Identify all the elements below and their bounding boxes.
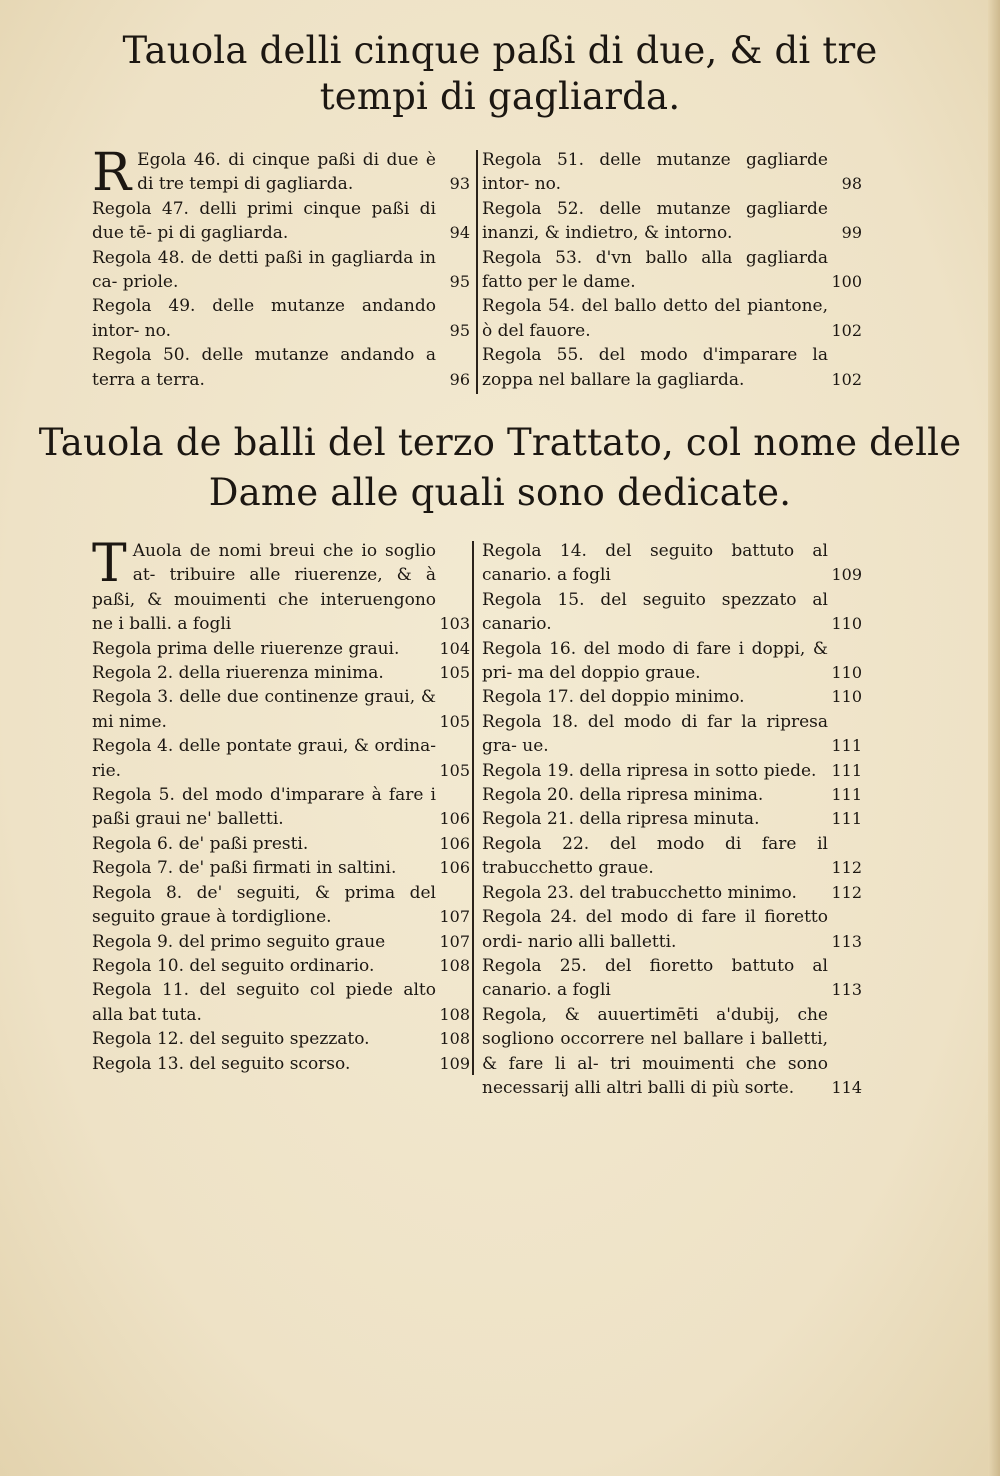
toc-entry (482, 954, 862, 1003)
toc-entry (482, 807, 862, 831)
toc-entry (482, 539, 862, 588)
toc-entry-text: Regola 3. delle due continenze graui, & mi nime. (92, 687, 436, 732)
drop-cap: R (92, 143, 132, 203)
toc-entry-text: Regola 21. della ripresa minuta. (482, 809, 760, 830)
section2-right-column (482, 539, 862, 1100)
toc-page-number: 111 (831, 760, 862, 780)
toc-page-number: 103 (439, 614, 470, 634)
toc-page-number: 96 (449, 369, 470, 389)
toc-entry-text: Regola 16. del modo di fare i doppi, & pri- ma del doppio graue. (482, 638, 828, 684)
toc-entry-text: Regola, & auuertimēti a'dubij, che sogliono occorrere nel ballare i balletti, & fare li al- tri mouimenti che sono necessarij alli altri balli di più sorte. (482, 1004, 828, 1098)
toc-entry (92, 734, 470, 783)
toc-entry-text: Regola 51. delle mutanze gagliarde intor- no. (482, 150, 828, 195)
toc-page-number: 113 (831, 980, 862, 1000)
toc-entry-text: Regola 14. del seguito battuto al canario. a fogli (482, 541, 828, 586)
toc-entry (92, 197, 470, 246)
toc-page-number: 106 (439, 833, 470, 853)
toc-page-number: 112 (831, 882, 862, 902)
toc-entry-text: Regola 7. de' paßi firmati in saltini. (92, 858, 397, 879)
toc-entry (92, 856, 470, 880)
toc-page-number: 104 (439, 638, 470, 658)
toc-page-number: 108 (439, 1004, 470, 1024)
toc-page-number: 105 (439, 663, 470, 683)
section1-title (0, 28, 1000, 120)
toc-page-number: 113 (831, 931, 862, 951)
toc-page-number: 95 (449, 320, 470, 340)
toc-page-number: 99 (841, 223, 862, 243)
toc-page-number: 114 (831, 1077, 862, 1097)
toc-entry (92, 978, 470, 1027)
toc-page-number: 107 (439, 931, 470, 951)
toc-page-number: 110 (831, 687, 862, 707)
toc-entry-text: Regola 6. de' paßi presti. (92, 833, 309, 854)
section1-title-line2: tempi di gagliarda. (319, 75, 681, 118)
toc-entry-text: Regola 25. del fioretto battuto al canario. a fogli (482, 955, 828, 1001)
drop-cap: T (92, 534, 127, 594)
toc-entry (92, 246, 470, 295)
toc-entry (482, 343, 862, 392)
toc-entry (92, 930, 470, 954)
toc-page-number: 108 (439, 1029, 470, 1049)
toc-page-number: 106 (439, 858, 470, 878)
toc-page-number: 102 (831, 369, 862, 389)
toc-entry (482, 759, 862, 783)
toc-page-number: 98 (841, 174, 862, 194)
toc-page-number: 107 (439, 907, 470, 927)
toc-entry-text: Regola 9. del primo seguito graue (92, 931, 386, 952)
column-divider (476, 150, 478, 394)
toc-entry (482, 294, 862, 343)
toc-page-number: 100 (831, 272, 862, 292)
toc-page-number: 102 (831, 320, 862, 340)
toc-entry (482, 197, 862, 246)
toc-entry (92, 685, 470, 734)
toc-entry (482, 881, 862, 905)
toc-entry (482, 1003, 862, 1101)
toc-page-number: 111 (831, 785, 862, 805)
toc-entry-text: Regola 23. del trabucchetto minimo. (482, 882, 797, 903)
toc-entry-text: Regola 19. della ripresa in sotto piede. (482, 760, 817, 781)
toc-entry (92, 343, 470, 392)
toc-page-number: 111 (831, 809, 862, 829)
toc-entry (92, 881, 470, 930)
toc-page-number: 94 (449, 223, 470, 243)
toc-entry-text: Regola 20. della ripresa minima. (482, 785, 764, 806)
toc-page-number: 110 (831, 663, 862, 683)
toc-entry (482, 637, 862, 686)
toc-entry (92, 143, 470, 203)
section2-title-line2: Dame alle quali sono dedicate. (208, 471, 792, 514)
toc-entry (482, 783, 862, 807)
toc-entry-text: Egola 46. di cinque paßi di due è di tre tempi di gagliarda. (137, 150, 436, 195)
toc-entry-text: Regola 11. del seguito col piede alto alla bat tuta. (92, 980, 436, 1025)
toc-entry-text: Regola 49. delle mutanze andando intor- no. (92, 296, 436, 341)
toc-entry-text: Regola 10. del seguito ordinario. (92, 955, 375, 976)
toc-entry (482, 588, 862, 637)
toc-entry (92, 783, 470, 832)
toc-entry-text: Regola 52. delle mutanze gagliarde inanzi, & indietro, & intorno. (482, 198, 828, 244)
toc-entry (92, 1027, 470, 1051)
toc-entry (92, 534, 470, 637)
toc-entry-text: Regola 22. del modo di fare il trabucchetto graue. (482, 833, 828, 879)
toc-entry (92, 954, 470, 978)
section1-left-column (92, 143, 470, 392)
section1-title-line1: Tauola delli cinque paßi di due, & di tre (122, 29, 878, 72)
toc-entry-text: Regola 24. del modo di fare il fioretto ordi- nario alli balletti. (482, 907, 828, 952)
toc-entry-text: Regola 8. de' seguiti, & prima del seguito graue à tordiglione. (92, 882, 436, 928)
toc-entry-text: Regola 54. del ballo detto del piantone, ò del fauore. (482, 296, 828, 341)
toc-entry-text: Regola 2. della riuerenza minima. (92, 663, 384, 684)
toc-entry-text: Regola 50. delle mutanze andando a terra a terra. (92, 345, 436, 390)
section2-toc (0, 534, 1000, 1098)
toc-entry (92, 1052, 470, 1076)
toc-page-number: 93 (449, 174, 470, 194)
toc-entry-text: Regola 48. de detti paßi in gagliarda in ca- priole. (92, 247, 436, 293)
toc-entry-text: Regola 18. del modo di far la ripresa gra- ue. (482, 711, 828, 757)
section2-title (0, 418, 1000, 518)
toc-page-number: 106 (439, 809, 470, 829)
toc-entry-text: Regola 17. del doppio minimo. (482, 687, 745, 708)
toc-entry (92, 661, 470, 685)
toc-entry-text: Regola 4. delle pontate graui, & ordina- rie. (92, 736, 436, 781)
toc-entry (482, 905, 862, 954)
toc-entry (482, 685, 862, 709)
toc-entry (92, 832, 470, 856)
toc-page-number: 95 (449, 272, 470, 292)
toc-page-number: 108 (439, 955, 470, 975)
section1-right-column (482, 148, 862, 392)
toc-page-number: 111 (831, 736, 862, 756)
toc-entry (482, 246, 862, 295)
section2-title-line1: Tauola de balli del terzo Trattato, col nome delle (38, 421, 962, 464)
section1-toc (0, 143, 1000, 403)
toc-page-number: 112 (831, 858, 862, 878)
toc-entry-text: Auola de nomi breui che io soglio at- tribuire alle riuerenze, & à paßi, & mouimenti che interuengono ne i balli. a fogli (92, 541, 436, 635)
toc-entry (482, 148, 862, 197)
toc-entry-text: Regola 55. del modo d'imparare la zoppa nel ballare la gagliarda. (482, 345, 828, 390)
toc-page-number: 109 (831, 565, 862, 585)
toc-entry (482, 710, 862, 759)
column-divider (472, 541, 474, 1075)
toc-entry (482, 832, 862, 881)
toc-entry-text: Regola 5. del modo d'imparare à fare i paßi graui ne' balletti. (92, 785, 436, 830)
toc-entry (92, 294, 470, 343)
toc-entry-text: Regola 47. delli primi cinque paßi di due tē- pi di gagliarda. (92, 198, 436, 244)
toc-entry-text: Regola prima delle riuerenze graui. (92, 638, 400, 659)
toc-page-number: 110 (831, 614, 862, 634)
toc-page-number: 105 (439, 711, 470, 731)
toc-page-number: 105 (439, 760, 470, 780)
toc-page-number: 109 (439, 1053, 470, 1073)
section2-left-column (92, 534, 470, 1076)
toc-entry (92, 637, 470, 661)
toc-entry-text: Regola 53. d'vn ballo alla gagliarda fatto per le dame. (482, 247, 828, 293)
toc-entry-text: Regola 15. del seguito spezzato al canario. (482, 589, 828, 635)
toc-entry-text: Regola 12. del seguito spezzato. (92, 1029, 370, 1050)
toc-entry-text: Regola 13. del seguito scorso. (92, 1053, 351, 1074)
